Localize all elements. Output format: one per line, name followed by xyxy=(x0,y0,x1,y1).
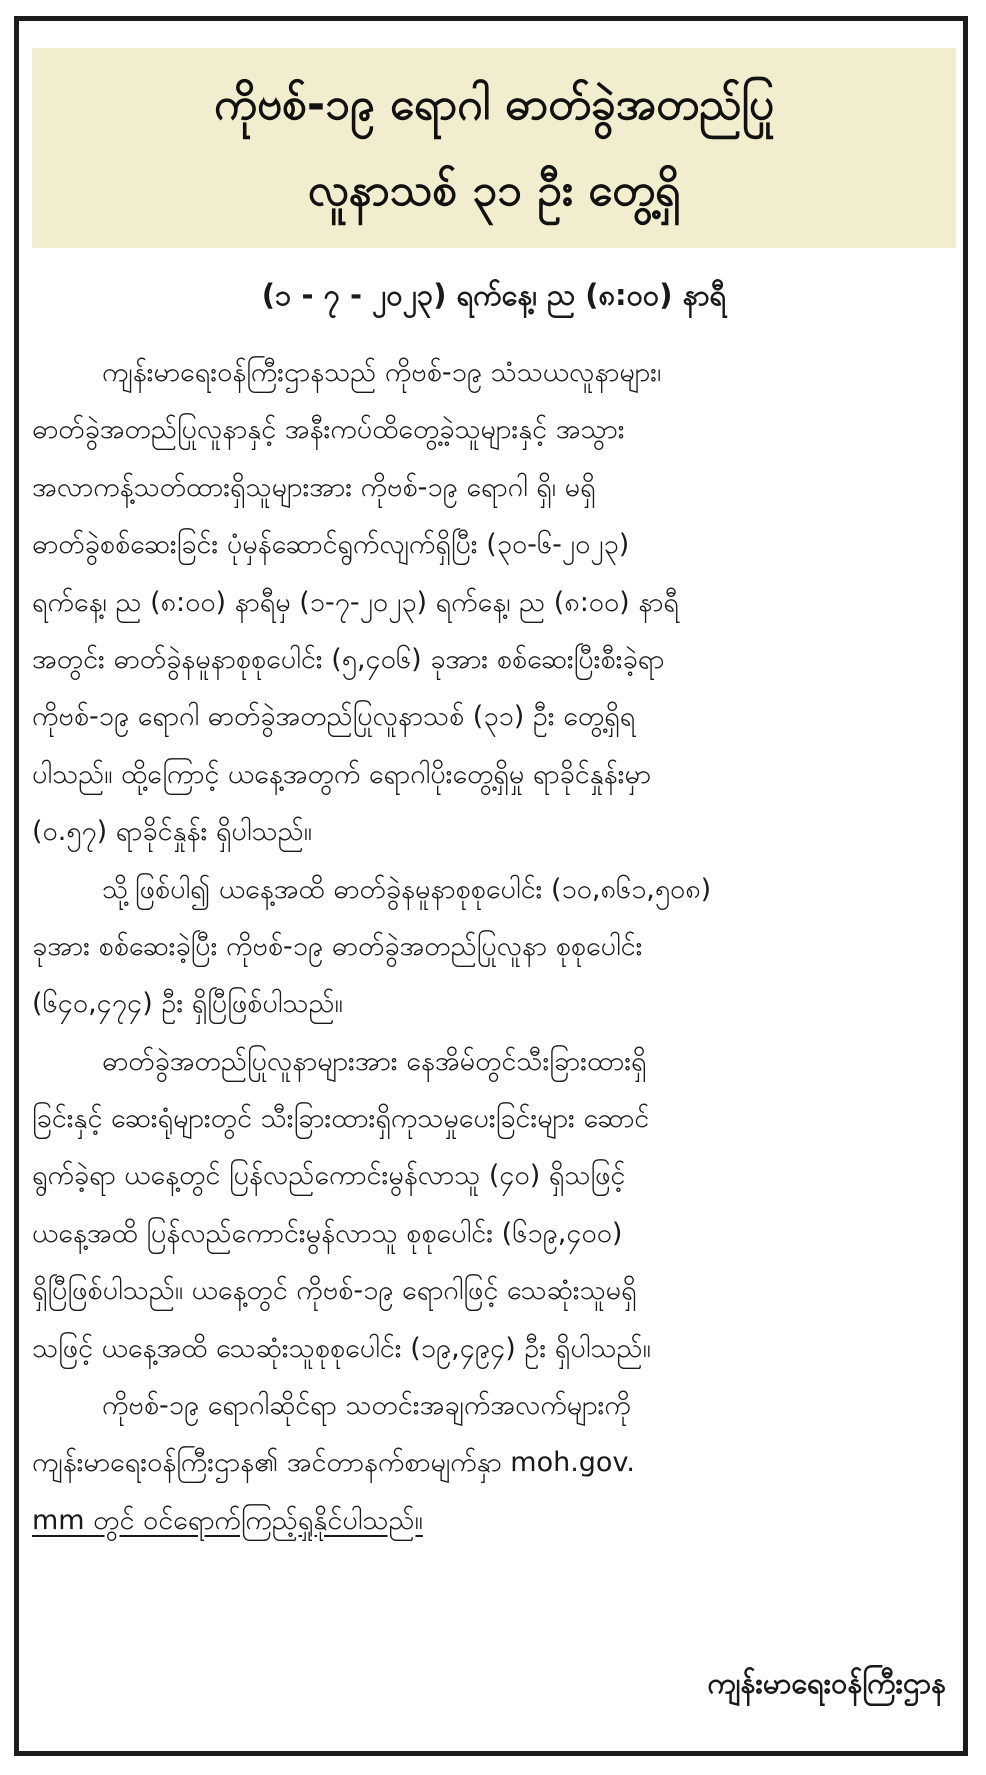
report-date: (၁ - ၇ - ၂၀၂၃) ရက်နေ့၊ ည (၈:၀၀) နာရီ xyxy=(261,278,727,312)
paragraph-line: အလာကန့်သတ်ထားရှိသူများအား ကိုဗစ်-၁၉ ရောဂါ ရှိ၊ မရှိ xyxy=(32,471,596,503)
paragraph-line: (၀.၅၇) ရာခိုင်နှုန်း ရှိပါသည်။ xyxy=(32,816,312,848)
paragraph-line: သဖြင့် ယနေ့အထိ သေဆုံးသူစုစုပေါင်း (၁၉,၄၉၄) ဦး ရှိပါသည်။ xyxy=(32,1332,651,1364)
paragraph-line: (၆၄၀,၄၇၄) ဦး ရှိပြီဖြစ်ပါသည်။ xyxy=(32,988,343,1020)
headline-line-2: လူနာသစ် ၃၁ ဦး တွေ့ရှိ xyxy=(307,165,681,216)
paragraph-line: ခြင်းနှင့် ဆေးရုံများတွင် သီးခြားထားရှိကုသမှုပေးခြင်းများ ဆောင် xyxy=(32,1103,650,1135)
issuer-signature: ကျန်းမာရေးဝန်ကြီးဌာန xyxy=(707,1666,946,1700)
website-link-line[interactable]: mm တွင် ဝင်ရောက်ကြည့်ရှုနိုင်ပါသည်။ xyxy=(32,1504,423,1536)
paragraph-line: အတွင်း ဓာတ်ခွဲနမူနာစုစုပေါင်း (၅,၄၀၆) ခုအား စစ်ဆေးပြီးစီးခဲ့ရာ xyxy=(32,643,665,675)
headline-banner xyxy=(32,48,956,248)
paragraph-line: ကိုဗစ်-၁၉ ရောဂါဆိုင်ရာ သတင်းအချက်အလက်များကို xyxy=(102,1390,631,1422)
paragraph-line: ယနေ့အထိ ပြန်လည်ကောင်းမွန်လာသူ စုစုပေါင်း (၆၁၉,၄၀၀) xyxy=(32,1217,623,1249)
paragraph-line: သို့ဖြစ်ပါ၍ ယနေ့အထိ ဓာတ်ခွဲနမူနာစုစုပေါင်း (၁၀,၈၆၁,၅၀၈) xyxy=(102,873,712,905)
paragraph-line: ဓာတ်ခွဲအတည်ပြုလူနာနှင့် အနီးကပ်ထိတွေ့ခဲ့သူများနှင့် အသွား xyxy=(32,414,625,446)
paragraph-line: ဓာတ်ခွဲအတည်ပြုလူနာများအား နေအိမ်တွင်သီးခြားထားရှိ xyxy=(102,1045,647,1077)
paragraph-line: ရှိပြီဖြစ်ပါသည်။ ယနေ့တွင် ကိုဗစ်-၁၉ ရောဂါဖြင့် သေဆုံးသူမရှိ xyxy=(32,1275,637,1307)
paragraph-line: ခုအား စစ်ဆေးခဲ့ပြီး ကိုဗစ်-၁၉ ဓာတ်ခွဲအတည်ပြုလူနာ စုစုပေါင်း xyxy=(32,930,643,962)
paragraph-line: ရွက်ခဲ့ရာ ယနေ့တွင် ပြန်လည်ကောင်းမွန်လာသူ (၄၀) ရှိသဖြင့် xyxy=(32,1160,626,1192)
paragraph-line: ရက်နေ့၊ ည (၈:၀၀) နာရီမှ (၁-၇-၂၀၂၃) ရက်နေ့၊ ည (၈:၀၀) နာရီ xyxy=(32,586,679,618)
announcement-body xyxy=(32,344,956,1549)
paragraph-line: ပါသည်။ ထို့ကြောင့် ယနေ့အတွက် ရောဂါပိုးတွေ့ရှိမှု ရာခိုင်နှုန်းမှာ xyxy=(32,758,651,790)
paragraph-line: ကိုဗစ်-၁၉ ရောဂါ ဓာတ်ခွဲအတည်ပြုလူနာသစ် (၃၁) ဦး တွေ့ရှိရ xyxy=(32,701,636,733)
paragraph-line: ဓာတ်ခွဲစစ်ဆေးခြင်း ပုံမှန်ဆောင်ရွက်လျက်ရှိပြီး (၃၀-၆-၂၀၂၃) xyxy=(32,529,630,561)
paragraph-line: ကျန်းမာရေးဝန်ကြီးဌာန၏ အင်တာနက်စာမျက်နှာ moh.gov. xyxy=(32,1447,635,1479)
headline-line-1: ကိုဗစ်-၁၉ ရောဂါ ဓာတ်ခွဲအတည်ပြု xyxy=(213,79,774,130)
paragraph-line: ကျန်းမာရေးဝန်ကြီးဌာနသည် ကိုဗစ်-၁၉ သံသယလူနာများ၊ xyxy=(102,357,662,388)
